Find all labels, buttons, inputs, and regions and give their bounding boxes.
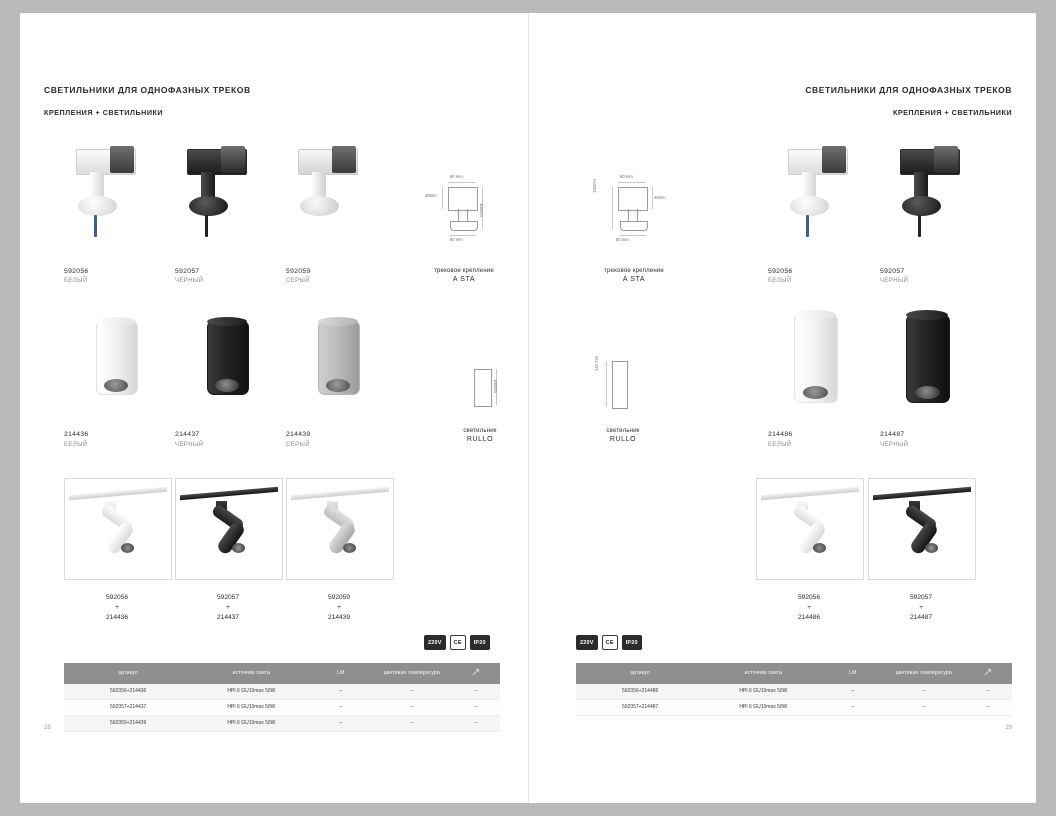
beam-angle-icon <box>984 668 992 676</box>
cell-lm: – <box>310 699 371 715</box>
cell-beam: – <box>452 715 500 731</box>
cell-beam: – <box>964 699 1012 715</box>
product-image-adapter-black <box>888 141 978 241</box>
table-header-row <box>576 663 1012 684</box>
cell-color-temp: – <box>883 684 964 700</box>
product-color: БЕЛЫЙ <box>64 442 88 448</box>
page-spine <box>528 13 529 803</box>
cell-color-temp: – <box>371 699 452 715</box>
product-color: ЧЕРНЫЙ <box>880 278 909 284</box>
page-title: СВЕТИЛЬНИКИ ДЛЯ ОДНОФАЗНЫХ ТРЕКОВ <box>44 85 251 95</box>
th-light-source: источник света <box>704 663 822 684</box>
product-code: 592057 <box>175 268 200 275</box>
cell-article: 592059+214439 <box>64 715 192 731</box>
spec-table <box>576 663 1012 716</box>
th-article: артикул <box>576 663 704 684</box>
caption-line1: трековое крепление <box>434 268 494 274</box>
product-image-adapter-white <box>776 141 866 241</box>
cell-light-source: HPI 6 GU10max 50W <box>704 699 822 715</box>
table-header-row <box>64 663 500 684</box>
dimension-top: 60 mm <box>620 174 633 179</box>
ce-icon: CE <box>602 635 618 650</box>
lamp-drawing-caption <box>558 427 688 445</box>
cell-beam: – <box>452 699 500 715</box>
combo-label <box>756 593 862 623</box>
product-color: ЧЕРНЫЙ <box>880 442 909 448</box>
product-image-adapter-grey <box>286 141 376 241</box>
cell-beam: – <box>964 684 1012 700</box>
adapter-dimension-drawing <box>590 173 680 263</box>
table-row <box>64 715 500 731</box>
ip-rating-icon: IP20 <box>622 635 642 650</box>
combo-first: 592059 <box>327 594 350 601</box>
table-row <box>64 699 500 715</box>
product-code: 592056 <box>768 268 793 275</box>
caption-line1: светильник <box>463 428 497 434</box>
cell-color-temp: – <box>371 715 452 731</box>
combo-first: 592056 <box>105 594 128 601</box>
product-code: 592057 <box>880 268 905 275</box>
dimension-height: 145 mm <box>594 355 599 371</box>
th-color-temp: цветовая температура <box>883 663 964 684</box>
scene-photo-black <box>175 478 283 580</box>
table-row <box>576 699 1012 715</box>
product-image-lamp-white <box>82 313 162 413</box>
cell-lm: – <box>310 715 371 731</box>
cell-article: 592056+214436 <box>64 684 192 700</box>
product-image-adapter-black <box>175 141 265 241</box>
combo-label <box>868 593 974 623</box>
combo-plus: + <box>337 603 341 611</box>
product-color: БЕЛЫЙ <box>64 278 88 284</box>
ip-rating-icon: IP20 <box>470 635 490 650</box>
th-lm: LM <box>310 663 371 684</box>
certification-icons <box>576 635 642 650</box>
cell-color-temp: – <box>883 699 964 715</box>
scene-photo-black <box>868 478 976 580</box>
page-number: 29 <box>1005 725 1012 731</box>
caption-line2: RULLO <box>609 436 637 444</box>
cell-lm: – <box>822 684 883 700</box>
product-color: БЕЛЫЙ <box>768 442 792 448</box>
cell-light-source: HPI 6 GU10max 50W <box>704 684 822 700</box>
cell-lm: – <box>822 699 883 715</box>
combo-label <box>64 593 170 623</box>
th-beam-angle-icon <box>452 663 500 684</box>
dimension-top: 60 mm <box>450 174 463 179</box>
dimension-left: 100mm <box>592 179 597 193</box>
product-color: СЕРЫЙ <box>286 442 310 448</box>
adapter-drawing-caption <box>394 267 534 285</box>
page-number: 28 <box>44 725 51 731</box>
product-image-lamp-black <box>892 307 978 417</box>
dimension-left: 40mm <box>425 193 437 198</box>
cell-lm: – <box>310 684 371 700</box>
combo-plus: + <box>919 603 923 611</box>
combo-label <box>286 593 392 623</box>
product-color: ЧЕРНЫЙ <box>175 278 204 284</box>
product-code: 592056 <box>64 268 89 275</box>
combo-second: 214486 <box>797 613 820 621</box>
combo-second: 214436 <box>105 613 128 621</box>
caption-line2: A STA <box>452 276 476 284</box>
lamp-dimension-drawing <box>590 353 650 433</box>
caption-line2: A STA <box>622 276 646 284</box>
table-row <box>64 684 500 700</box>
caption-line1: светильник <box>606 428 640 434</box>
adapter-dimension-drawing <box>420 173 510 263</box>
page-subtitle: КРЕПЛЕНИЯ + СВЕТИЛЬНИКИ <box>892 108 1012 117</box>
combo-first: 592056 <box>797 594 820 601</box>
combo-second: 214487 <box>909 613 932 621</box>
cell-color-temp: – <box>371 684 452 700</box>
cell-light-source: HPI 6 GU10max 50W <box>192 699 310 715</box>
combo-plus: + <box>115 603 119 611</box>
combo-second: 214437 <box>216 613 239 621</box>
th-color-temp: цветовая температура <box>371 663 452 684</box>
cell-light-source: HPI 6 GU10max 50W <box>192 684 310 700</box>
product-color: ЧЕРНЫЙ <box>175 442 204 448</box>
scene-photo-white <box>64 478 172 580</box>
th-article: артикул <box>64 663 192 684</box>
product-image-adapter-white <box>64 141 154 241</box>
combo-label <box>175 593 281 623</box>
voltage-icon: 220V <box>424 635 446 650</box>
scene-photo-white <box>756 478 864 580</box>
dimension-right: 100mm <box>479 203 484 217</box>
dimension-right: 40mm <box>654 195 666 200</box>
cell-light-source: HPI 6 GU10max 50W <box>192 715 310 731</box>
product-code: 214439 <box>286 431 311 438</box>
cell-article: 592057+214487 <box>576 699 704 715</box>
page-subtitle: КРЕПЛЕНИЯ + СВЕТИЛЬНИКИ <box>44 108 164 117</box>
caption-line2: RULLO <box>466 436 494 444</box>
th-lm: LM <box>822 663 883 684</box>
table-row <box>576 684 1012 700</box>
th-beam-angle-icon <box>964 663 1012 684</box>
combo-plus: + <box>807 603 811 611</box>
scene-photo-grey <box>286 478 394 580</box>
th-light-source: источник света <box>192 663 310 684</box>
cell-beam: – <box>452 684 500 700</box>
left-page <box>20 13 528 803</box>
product-code: 214436 <box>64 431 89 438</box>
adapter-drawing-caption <box>564 267 704 285</box>
ce-icon: CE <box>450 635 466 650</box>
spec-table <box>64 663 500 732</box>
cell-article: 592057+214437 <box>64 699 192 715</box>
product-image-lamp-grey <box>304 313 384 413</box>
beam-angle-icon <box>472 668 480 676</box>
voltage-icon: 220V <box>576 635 598 650</box>
product-color: БЕЛЫЙ <box>768 278 792 284</box>
combo-second: 214439 <box>327 613 350 621</box>
page-title: СВЕТИЛЬНИКИ ДЛЯ ОДНОФАЗНЫХ ТРЕКОВ <box>805 85 1012 95</box>
dimension-bottom: 60 mm <box>616 237 629 242</box>
product-code: 592059 <box>286 268 311 275</box>
product-color: СЕРЫЙ <box>286 278 310 284</box>
cell-article: 592056+214486 <box>576 684 704 700</box>
combo-first: 592057 <box>909 594 932 601</box>
product-image-lamp-white <box>780 307 866 417</box>
combo-first: 592057 <box>216 594 239 601</box>
dimension-height: 100mm <box>493 379 498 393</box>
product-code: 214486 <box>768 431 793 438</box>
right-page <box>528 13 1036 803</box>
lamp-dimension-drawing <box>460 361 520 431</box>
product-code: 214437 <box>175 431 200 438</box>
dimension-bottom: 60 mm <box>450 237 463 242</box>
product-image-lamp-black <box>193 313 273 413</box>
combo-plus: + <box>226 603 230 611</box>
certification-icons <box>424 635 490 650</box>
caption-line1: трековое крепление <box>604 268 664 274</box>
product-code: 214487 <box>880 431 905 438</box>
